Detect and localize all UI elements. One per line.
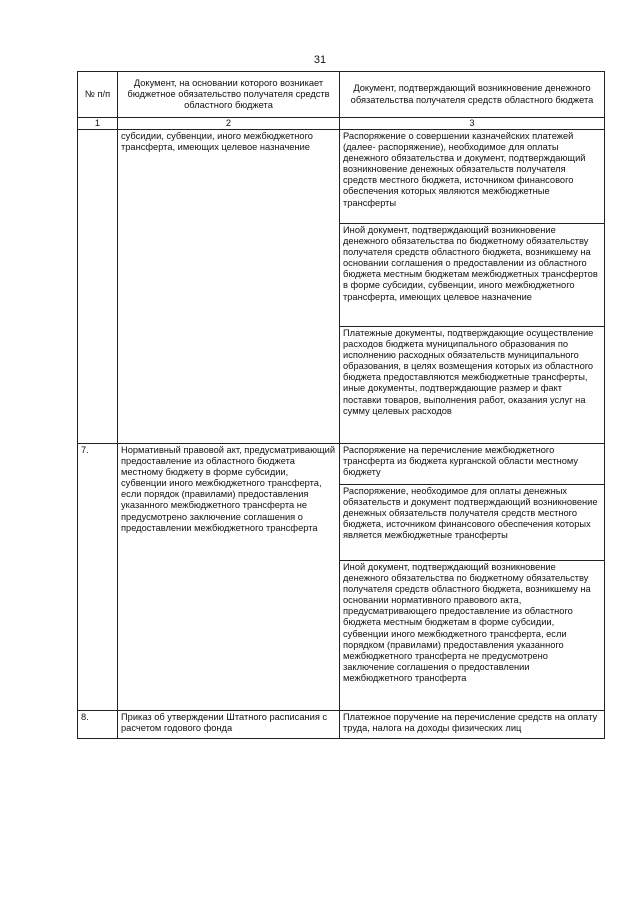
column-index: 2 bbox=[118, 118, 340, 130]
confirming-document-cell: Платежные документы, подтверждающие осуществление расходов бюджета муниципального образования по исполнению расходных обязательств муниципального образования, в целях возмещения которых из областного бюджета предоставляются межбюджетные трансферты, иные документы, подтверждающие размер и факт поставки товаров, выполнения работ, оказания услуг на сумму целевых расходов bbox=[340, 327, 605, 444]
confirming-document-cell: Иной документ, подтверждающий возникновение денежного обязательства по бюджетному обязательству получателя средств областного бюджета, возникшему на основании соглашения о предоставлении из областного бюджета местным бюджетам межбюджетных трансфертов в форме субсидии, субвенции, иного межбюджетного трансферта, имеющих целевое назначение bbox=[340, 224, 605, 327]
row-number bbox=[78, 130, 118, 444]
column-index-row bbox=[78, 118, 605, 130]
confirming-document-cell: Иной документ, подтверждающий возникновение денежного обязательства по бюджетному обязательству получателя средств областного бюджета, возникшему на основании нормативного правового акта, предусматривающего предоставление из областного бюджета местным бюджетам в форме субсидии, субвенции иного межбюджетного трансферта, если порядком (правилами) предоставления указанного межбюджетного трансферта не предусмотрено заключение соглашения о предоставлении межбюджетного трансферта bbox=[340, 561, 605, 711]
header-col-number: № п/п bbox=[78, 72, 118, 118]
confirming-document-cell: Распоряжение, необходимое для оплаты денежных обязательств и документ подтверждающий возникновение денежных обязательств получателя средств местного бюджета, источником финансового обеспечения которых является межбюджетные трансферты bbox=[340, 485, 605, 561]
confirming-document-cell: Распоряжение на перечисление межбюджетного трансферта из бюджета курганской области местному бюджету bbox=[340, 444, 605, 485]
budget-documents-table bbox=[77, 71, 605, 739]
column-index: 1 bbox=[78, 118, 118, 130]
table-row bbox=[78, 130, 605, 224]
column-index: 3 bbox=[340, 118, 605, 130]
basis-document-cell: Приказ об утверждении Штатного расписания с расчетом годового фонда bbox=[118, 711, 340, 739]
table-row bbox=[78, 444, 605, 485]
table-row bbox=[78, 711, 605, 739]
row-number: 7. bbox=[78, 444, 118, 711]
header-col-basis-document: Документ, на основании которого возникает бюджетное обязательство получателя средств областного бюджета bbox=[118, 72, 340, 118]
row-number: 8. bbox=[78, 711, 118, 739]
header-col-confirming-document: Документ, подтверждающий возникновение денежного обязательства получателя средств областного бюджета bbox=[340, 72, 605, 118]
basis-document-cell: Нормативный правовой акт, предусматривающий предоставление из областного бюджета местному бюджету в форме субсидии, субвенции иного межбюджетного трансферта, если порядок (правилами) предоставления указанного межбюджетного трансферта не предусмотрено заключение соглашения о предоставлении межбюджетного трансферта bbox=[118, 444, 340, 711]
basis-document-cell: субсидии, субвенции, иного межбюджетного трансферта, имеющих целевое назначение bbox=[118, 130, 340, 444]
table-header-row bbox=[78, 72, 605, 118]
page-number: 31 bbox=[313, 54, 327, 66]
confirming-document-cell: Платежное поручение на перечисление средств на оплату труда, налога на доходы физических лиц bbox=[340, 711, 605, 739]
confirming-document-cell: Распоряжение о совершении казначейских платежей (далее- распоряжение), необходимое для оплаты денежного обязательства и документ, подтверждающий возникновение денежных обязательств получателя средств местного бюджета, источником финансового обеспечения которых являются межбюджетные трансферты bbox=[340, 130, 605, 224]
